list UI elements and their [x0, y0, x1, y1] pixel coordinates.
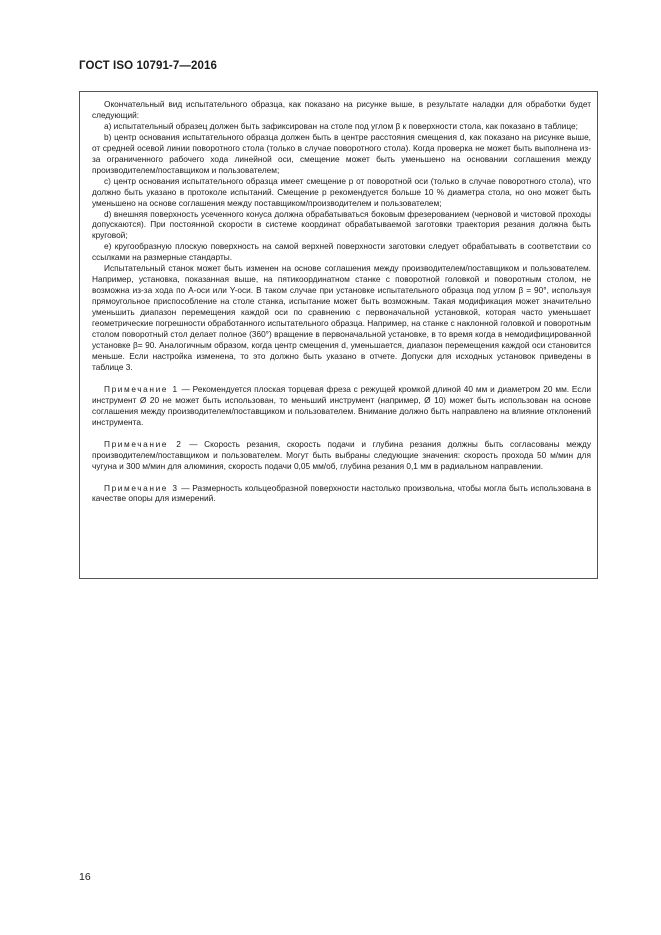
- note-3-text: — Размерность кольцеобразной поверхности настолько произвольна, чтобы могла быть использована в качестве опоры для измерений.: [92, 482, 591, 504]
- note-2: [92, 439, 591, 472]
- note-1-text: — Рекомендуется плоская торцевая фреза с режущей кромкой длиной 40 мм и диаметром 20 мм. Если инструмент Ø 20 не может быть использован, то меньший инструмент (например, Ø 10) может быть использован на основе соглашения между производителем/поставщиком и пользователем. Внимание должно быть направлено на влияние отклонений инструмента.: [92, 383, 591, 427]
- note-3: [92, 483, 591, 505]
- list-item-a: a) испытательный образец должен быть зафиксирован на столе под углом β к поверхности стола, как показано в таблице;: [104, 120, 578, 131]
- list-item-c: c) центр основания испытательного образца имеет смещение p от поворотной оси (только в случае поворотного стола), что должно быть указано в протоколе испытаний. Смещение p рекомендуется больше 10 % диаметра стола, но оно может быть уменьшено на основе соглашения между поставщиком/производителем и пользователем;: [92, 175, 591, 208]
- paragraph-modification: Испытательный станок может быть изменен на основе соглашения между производителем/поставщиком и пользователем. Например, установка, показанная выше, на пятикоординатном станке с поворотной головкой и поворотным столом, не возможна из-за хода по А-оси или Y-оси. В таком случае при установке испытательного образца под углом β = 90°, используя прямоугольное приспособление на столе станка, испытание может быть возможным. Такая модификация может значительно уменьшить диапазон перемещения каждой оси по сравнению с первоначальной установкой, которая часто уменьшает геометрические погрешности обработанного испытательного образца. Например, на станке с наклонной головкой и поворотным столом поворотный стол делает полное (360°) вращение в первоначальной установке, в то время когда в немодифицированной установке β= 90. Аналогичным образом, когда центр смещения d, уменьшается, диапазон перемещения каждой оси становится меньше. Если настройка изменена, то это должно быть указано в отчете. Допуски для исходных установок приведены в таблице 3.: [92, 263, 591, 372]
- note-3-label: Примечание 3: [104, 482, 179, 493]
- document-header: ГОСТ ISO 10791-7—2016: [79, 60, 217, 72]
- list-item-e: e) кругообразную плоскую поверхность на самой верхней поверхности заготовки следует обрабатывать в соответствии со ссылками на размерные стандарты.: [92, 241, 591, 263]
- note-2-label: Примечание 2: [104, 438, 183, 449]
- paragraph-intro: Окончательный вид испытательного образца, как показано на рисунке выше, в результате наладки для обработки будет следующий:: [92, 99, 591, 120]
- list-item-d: d) внешняя поверхность усеченного конуса должна обрабатываться боковым фрезерованием (черновой и чистовой проходы допускаются). При постоянной скорости в системе координат обрабатываемой заготовки траектория резания должна быть круговой;: [92, 208, 591, 241]
- page-number: 16: [79, 871, 91, 883]
- content-frame: [79, 91, 598, 579]
- note-2-text: — Скорость резания, скорость подачи и глубина резания должны быть согласованы между производителем/поставщиком и пользователем. Могут быть выбраны следующие значения: скорость прохода 50 м/мин для чугуна и 300 м/мин для алюминия, скорость подачи 0,05 мм/об, глубина резания 0,1 мм в радиальном направлении.: [92, 438, 591, 471]
- note-1: [92, 384, 591, 428]
- note-1-label: Примечание 1: [104, 383, 179, 394]
- list-item-b: b) центр основания испытательного образца должен быть в центре расстояния смещения d, как показано на рисунке выше, от средней осевой линии поворотного стола (только в случае поворотного стола). Когда проверка не может быть выполнена из-за ограниченного рабочего хода линейной оси, смещение может быть уменьшено на основании соглашения между производителем/поставщиком и пользователем;: [92, 131, 591, 175]
